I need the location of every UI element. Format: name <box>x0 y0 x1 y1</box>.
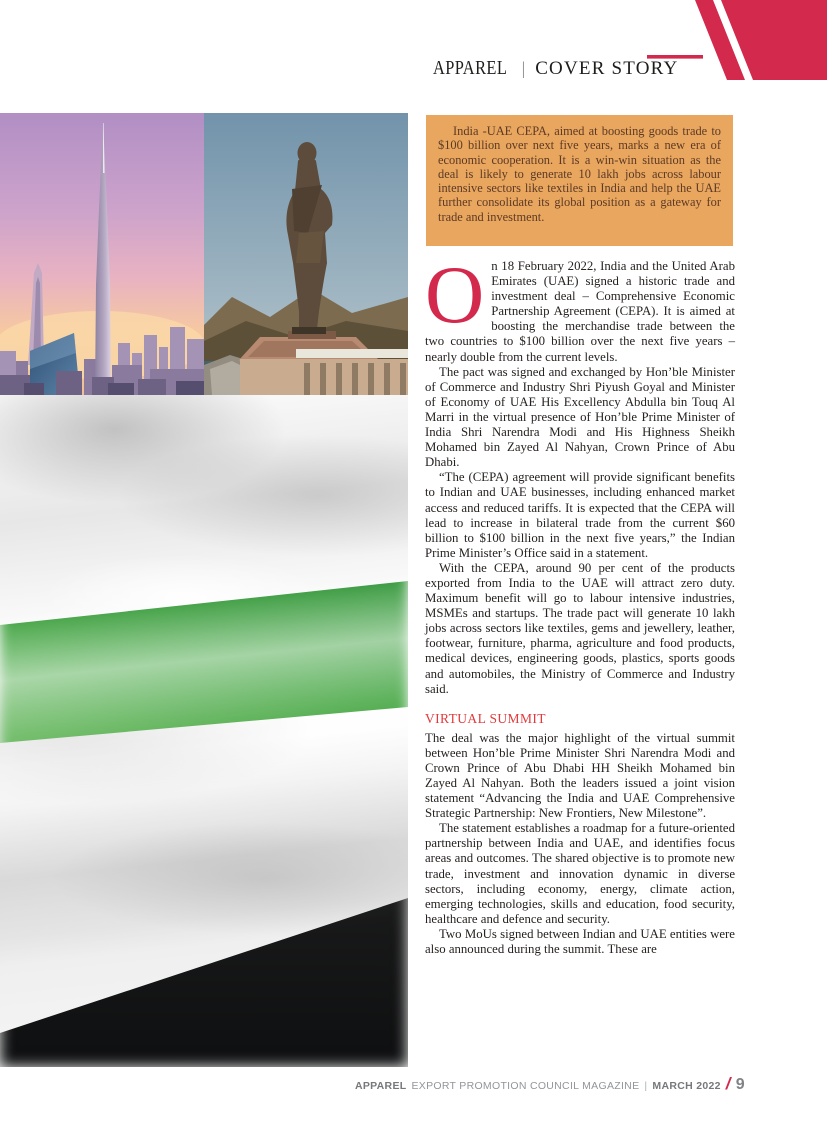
footer-issue: MARCH 2022 <box>652 1080 721 1092</box>
photo-collage <box>0 113 408 395</box>
paragraph: The pact was signed and exchanged by Hon’ble Minister of Commerce and Industry Shri Piyush Goyal and Minister of Economy of UAE His Excellency Abdulla bin Touq Al Marri in the virtual presence of Hon’ble Prime Minister of India Shri Narendra Modi and His Highness Sheikh Mohamed bin Zayed Al Nahyan, Crown Prince of Abu Dhabi. <box>425 364 735 470</box>
section-subheading: VIRTUAL SUMMIT <box>425 710 546 726</box>
paragraph: “The (CEPA) agreement will provide significant benefits to Indian and UAE businesses, including enhanced market access and reduced tariffs. It is expected that the CEPA will lead to increase in bilateral trade from the current $60 billion to $100 billion in the next five years,” the Indian Prime Minister’s Office said in a statement. <box>425 470 735 560</box>
drop-cap: O <box>425 249 485 340</box>
footer-brand: APPAREL <box>354 1080 407 1092</box>
masthead-divider: | <box>521 58 526 78</box>
uae-flag-image <box>0 395 408 1067</box>
footer-divider: | <box>644 1080 648 1092</box>
paragraph: The deal was the major highlight of the virtual summit between Hon’ble Prime Minister Shri Narendra Modi and Crown Prince of Abu Dhabi HH Sheikh Mohamed bin Zayed Al Nahyan. Both the leaders issued a joint vision statement “Advancing the India and UAE Comprehensive Strategic Partnership: New Frontiers, New Milestone”. <box>425 730 735 821</box>
dubai-skyline-photo <box>0 113 204 395</box>
callout-text: India -UAE CEPA, aimed at boosting goods trade to $100 billion over next five years, marks a new era of economic cooperation. It is a win-win situation as the deal is likely to generate 10 lakh jobs across labour intensive sectors like textiles in India and help the UAE further consolidate its global position as a gateway for trade and investment. <box>438 124 721 224</box>
paragraph: The statement establishes a roadmap for a future-oriented partnership between India and UAE, and identifies focus areas and outcomes. The shared objective is to promote new trade, investment and innovation dynamic in diverse sectors, including economy, energy, climate action, emerging technologies, skills and education, food security, healthcare and defence and security. <box>425 821 735 926</box>
paragraph-lead-text: n 18 February 2022, India and the United Arab Emirates (UAE) signed a historic trade and investment deal – Comprehensive Economic Partnership Agreement (CEPA). It is aimed at boosting the merchandise trade between the two countries to $100 billion over the next five years – nearly double from the current levels. <box>425 259 735 364</box>
statue-of-unity-photo <box>204 113 408 395</box>
paragraph: With the CEPA, around 90 per cent of the products exported from India to the UAE will attract zero duty. Maximum benefit will go to labour intensive industries, MSMEs and startups. The trade pact will generate 10 lakh jobs across sectors like textiles, gems and jewellery, leather, footwear, furniture, pharma, agriculture and food products, medical devices, engineering goods, plastics, sports goods and automobiles, the Ministry of Commerce and Industry said. <box>425 560 735 696</box>
masthead <box>433 57 678 80</box>
page-number: 9 <box>735 1076 745 1093</box>
article-body <box>425 249 735 957</box>
paragraph: Two MoUs signed between Indian and UAE entities were also announced during the summit. These are <box>425 926 735 957</box>
masthead-section: COVER STORY <box>535 58 679 79</box>
masthead-brand: APPAREL <box>433 57 508 79</box>
callout-box <box>426 115 733 246</box>
paragraph-lead <box>425 249 735 365</box>
footer-slash: / <box>725 1074 731 1093</box>
footer-magazine: EXPORT PROMOTION COUNCIL MAGAZINE <box>411 1080 640 1092</box>
page-footer <box>355 1074 745 1094</box>
